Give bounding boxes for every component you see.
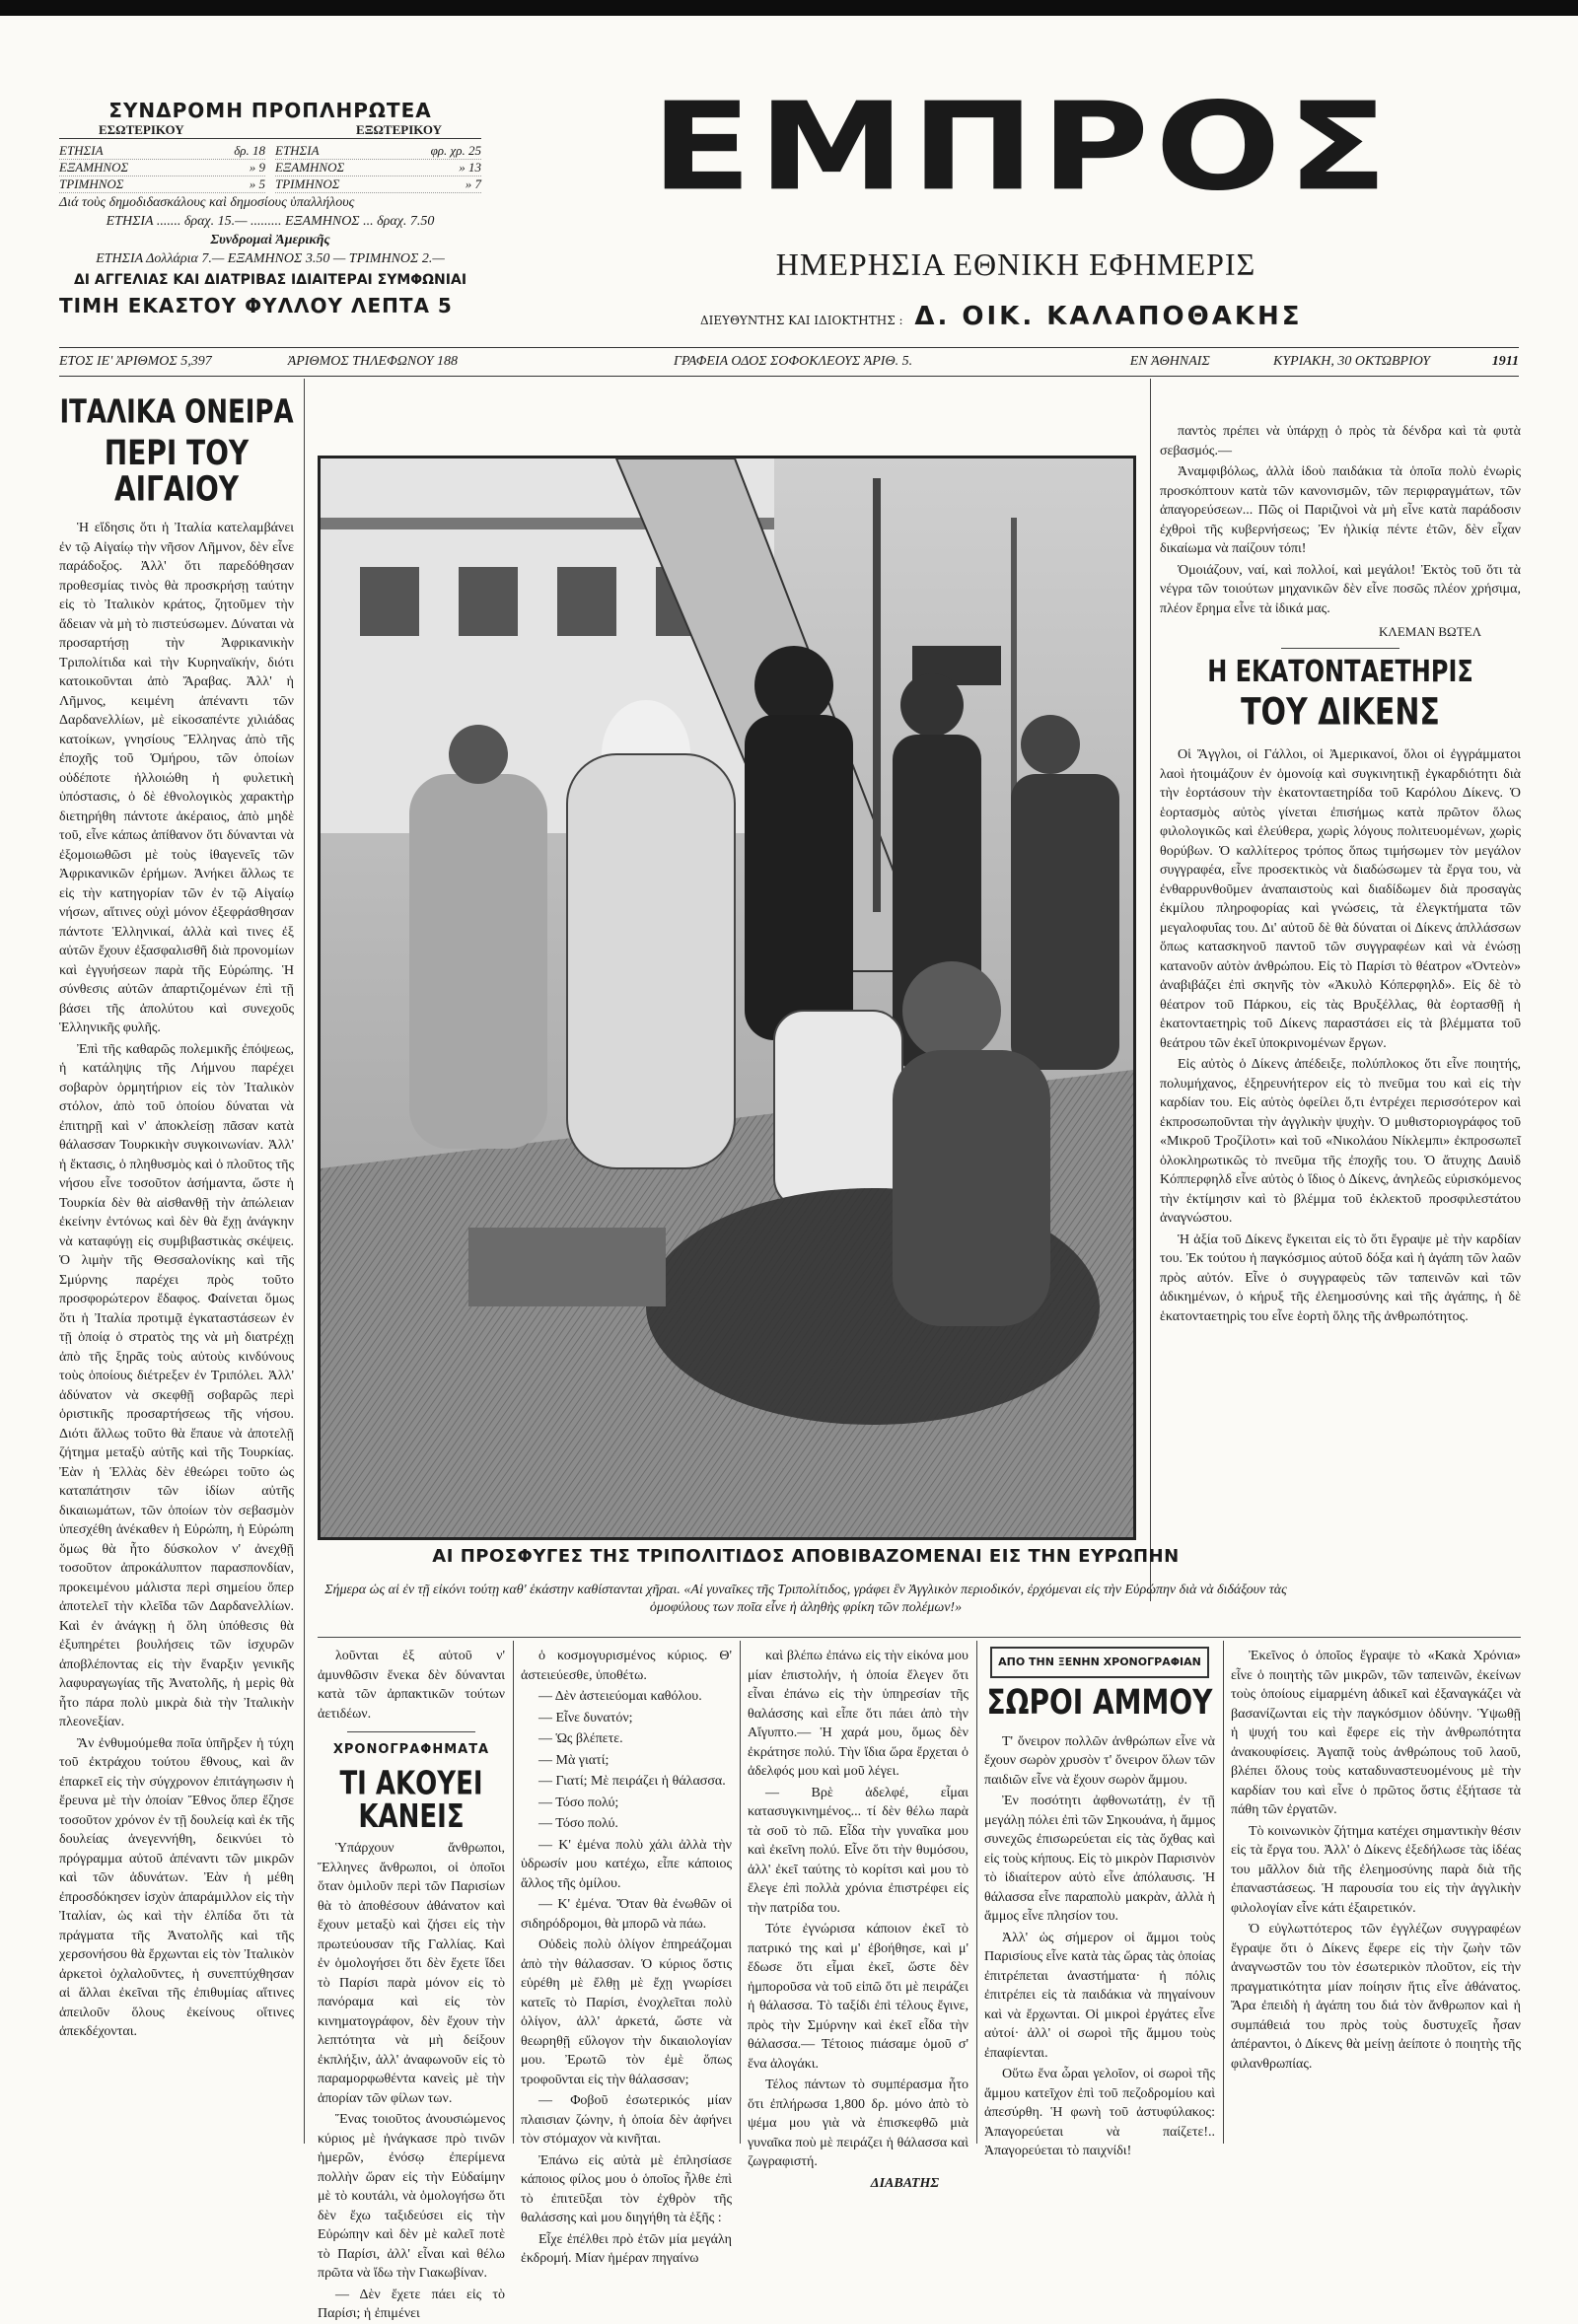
col-interior: ΕΣΩΤΕΡΙΚΟΥ bbox=[99, 122, 184, 137]
rate-value: » 5 bbox=[249, 176, 265, 191]
bottom-column-3 bbox=[748, 1647, 968, 2191]
director-line bbox=[700, 302, 1331, 331]
sand-paragraph: Ἐν ποσότητι ἀφθονωτάτῃ, ἐν τῇ μεγάλῃ πόλει ἐπὶ τῶν Σηκουάνα, ἡ ἄμμος συνεχῶς ἐπισωρεύεται εἰς τὰς ὄχθας καὶ εἰς τοὺς κήπους. Εἰς τὸ μικρὸν Παρισινὸν τὸ ἰδιαίτερον αὐτὸ εἶνε ἀπόλαυσις. Ἡ θάλασσα εἶνε παραπολὺ μακρὰν, ἀλλὰ ἡ ἄμμος εἶνε πλησίον του. bbox=[984, 1794, 1216, 1925]
dialogue-line: Εἶχε ἐπέλθει πρὸ ἐτῶν μία μεγάλη ἐκδρομή. Μίαν ἡμέραν πηγαίνω bbox=[521, 2231, 732, 2266]
right-paragraph: παντὸς πρέπει νὰ ὑπάρχῃ ὁ πρὸς τὰ δένδρα καὶ τὰ φυτὰ σεβασμός.— bbox=[1160, 424, 1521, 458]
left-paragraph: Ἂν ἐνθυμούμεθα ποῖα ὑπῆρξεν ἡ τύχη τοῦ ἐκτράχου τούτου ἔθνους, καὶ ἂν ἐπαρκεῖ εἰς τὴν σύγχρονον ἐπιτάγηωσιν ἡ ἔρευνα μὲ τὴν ὁποίαν Ἔθνος ὅπερ ἔζησε τοσοῦτον χρόνον ἐν τῇ δουλείᾳ καὶ ἐκ τῆς δουλείας ἀνεγεννήθη, δεικνύει τὸ πρόγραμμα αὐτοῦ ἀπέναντι τῶν μικρῶν καὶ τῶν ἀδυνάτων. Ἐὰν ἡ μέθη ἐπροσδόκησεν ἰσχὺν ἀπαράμιλλον εἰς τὴν Ἰταλίαν, ὡς καὶ τὴν ἐλπίδα ὅτι τὰ πράγματα τῆς Ἀνατολῆς καὶ τῆς χερσονήσου θὰ ἔρχωνται εἰς τὸν Ἰταλικὸν ἀρκετοὶ ὀχλαλοῦντες, ἡ συνεπτύχθησαν αἱ ἄλλαι ἐκεῖναι τῆς ἐπιθυμίας αἵτινες ἀπειλοῦν ὅλους ἐκείνους οἵτινες ἀπεκδέχονται. bbox=[59, 1735, 294, 2040]
column-rule bbox=[740, 1641, 741, 2144]
rate-value: » 7 bbox=[465, 176, 481, 191]
left-paragraph: Ἡ εἴδησις ὅτι ἡ Ἰταλία κατελαμβάνει ἐν τῷ Αἰγαίῳ τὴν νῆσον Λῆμνον, δὲν εἶνε παράδοξος. Ἀλλ' ὅτι παρεδόθησαν προθεσμίας τινὸς θὰ προσκρήσῃ ταύτην εἰς τὸ Ἰταλικὸν κράτος, ζητοῦμεν τὴν ἄδειαν νὰ μὴ τὸ πιστεύσωμεν. Δύναται νὰ προσαρτήσῃ τὴν Ἀφρικανικὴν Τριπολίτιδα καὶ τὴν Κυρηναϊκήν, διότι κατοικοῦνται ἀπὸ Ἄραβας. Ἀλλ' ἡ Λῆμνος, κειμένη ἀπέναντι τῶν Δαρδανελλίων, μὲ εἰκοσαπέντε χιλιάδας κατοίκων, γνησίους Ἕλληνας ἀπὸ τῆς ἐποχῆς τοῦ Ὁμήρου, τῶν ὁποίων οὐδέποτε ἠλλοιώθη ἡ φυλετικὴ ὑπόστασις, ὁ δὲ ἐθνολογικὸς χαρακτὴρ διετηρήθη πάντοτε ἀκέραιος, ἀπὸ μηδὲ τοῦ, εἶνε κάπως ἀπίθανον ὅτι δύνανται νὰ ἐξομοιωθῶσι μὲ τοὺς ἰθαγενεῖς τῶν Ἀφρικανικῶν ἐρήμων. Ἀνήκει ἄλλως τε εἰς τὴν κατηγορίαν τῶν ἐν τῷ Αἰγαίῳ νήσων, αἵτινες οὐχὶ μόνον ἐξεφράσθησαν πάντοτε Ἑλληνικαί, ἀλλὰ καὶ τινες ἐξ αὐτῶν ἔχουν ἐξασφαλισθῆ διὰ προνομίων καὶ ἐγγυήσεων παρὰ τῆς Εὐρώπης. Ἡ σύνθεσις αὐτῶν ἀπαρτιζομένων ἐπὶ τῇ βάσει τῆς ἀπολύτου καὶ συνεχοῦς Ἑλληνικῆς φυλῆς. bbox=[59, 521, 294, 1036]
chrono-paragraph: — Δὲν ἔχετε πάει εἰς τὸ Παρίσι; ἡ ἐπιμένει bbox=[318, 2287, 505, 2322]
office-address: ΓΡΑΦΕΙΑ ΟΔΟΣ ΣΟΦΟΚΛΕΟΥΣ ἈΡΙΘ. 5. bbox=[674, 354, 913, 369]
bottom-column-4 bbox=[984, 1647, 1216, 2159]
rate-label: ΤΡΙΜΗΝΟΣ bbox=[59, 176, 124, 191]
teachers-rates: ΕΤΗΣΙΑ ....... δραχ. 15.— ......... ΕΞΑΜΗΝΟΣ ... δραχ. 7.50 bbox=[106, 214, 435, 229]
right-column bbox=[1160, 422, 1521, 1601]
byline: ΚΛΕΜΑΝ ΒΩΤΕΛ bbox=[1379, 624, 1481, 639]
teachers-line: Διά τοὺς δημοδιδασκάλους καὶ δημοσίους ὑπαλλήλους bbox=[59, 195, 355, 210]
dialogue-line: — Τόσο πολύ. bbox=[538, 1816, 618, 1831]
rate-label: ΤΡΙΜΗΝΟΣ bbox=[275, 176, 340, 191]
rate-label: ΕΞΑΜΗΝΟΣ bbox=[59, 160, 129, 175]
sand-paragraph: Τ' ὄνειρον πολλῶν ἀνθρώπων εἶνε νὰ ἔχουν σωρὸν χρυσὸν τ' ὄνειρον ὅλων τῶν παιδιῶν εἶνε νὰ ἔχουν σωρὸν ἄμμου. bbox=[984, 1733, 1215, 1788]
sand-label: ΑΠΟ ΤΗΝ ΞΕΝΗΝ ΧΡΟΝΟΓΡΑΦΙΑΝ bbox=[990, 1647, 1209, 1678]
place: ΕΝ ἈΘΗΝΑΙΣ bbox=[1129, 354, 1210, 369]
director-label: ΔΙΕΥΘΥΝΤΗΣ ΚΑΙ ΙΔΙΟΚΤΗΤΗΣ : bbox=[700, 314, 903, 327]
bottom-column-1 bbox=[318, 1647, 505, 2322]
dickens-headline-1: Η ΕΚΑΤΟΝΤΑΕΤΗΡΙΣ bbox=[1207, 654, 1473, 688]
bottom-paragraph: — Βρὲ ἀδελφέ, εἶμαι κατασυγκινημένος... τί δὲν θέλω παρὰ τὰ σοῦ τὸ πῶ. Εἶδα τὴν γυναῖκα μου καὶ ἐκεῖνη πολύ. Εἶνε ὅτι τὴν θυμόσου, ἀλλ' ἐκεῖ ταύτης τὸ κορίτσι καὶ μου τὸ ἔλεγε ἐπὶ πολλὰ χρόνια ἐπιστρέφει εἰς τὴν πατρίδα του. bbox=[748, 1785, 968, 1916]
engraving-image bbox=[321, 458, 1133, 1537]
info-strip bbox=[59, 347, 1519, 377]
america-heading: Συνδρομαὶ Ἀμερικῆς bbox=[210, 233, 330, 247]
dialogue-line: — Γιατί; Μὲ πειράζει ἡ θάλασσα. bbox=[538, 1774, 726, 1789]
rate-value: δρ. 18 bbox=[234, 143, 265, 158]
divider bbox=[1281, 648, 1399, 649]
bottom-paragraph: λοῦνται ἐξ αὐτοῦ ν' ἀμυνθῶσιν ἕνεκα δὲν δύνανται κατὰ τῶν ἀρπακτικῶν τούτων ἀετιδέων. bbox=[318, 1649, 505, 1722]
america-rates: ΕΤΗΣΙΑ Δολλάρια 7.— ΕΞΑΜΗΝΟΣ 3.50 — ΤΡΙΜΗΝΟΣ 2.— bbox=[96, 251, 445, 266]
dialogue-line: — Φοβοῦ ἐσωτερικός μίαν πλαισιαν ζώνην, ἡ ὁποία δὲν ἀφήνει τὸν στόμαχον νὰ κινῆται. bbox=[521, 2093, 732, 2147]
bottom-column-2 bbox=[521, 1647, 732, 2266]
rate-label: ΕΞΑΜΗΝΟΣ bbox=[275, 160, 345, 175]
rate-value: » 9 bbox=[249, 160, 265, 175]
newspaper-subtitle: ΗΜΕΡΗΣΙΑ ΕΘΝΙΚΗ ΕΦΗΜΕΡΙΣ bbox=[775, 246, 1256, 282]
dialogue-line: — Μὰ γιατί; bbox=[538, 1752, 610, 1768]
chrono-label: ΧΡΟΝΟΓΡΑΦΗΜΑΤΑ bbox=[332, 1742, 490, 1757]
dialogue-line: — Κ' ἐμένα. Ὅταν θὰ ἐνωθῶν οἱ σιδηρόδρομοι, θὰ μπορῶ νὰ πάω. bbox=[521, 1897, 732, 1932]
right-paragraph: Ἀναμφιβόλως, ἀλλὰ ἰδοὺ παιδάκια τὰ ὁποῖα πολὺ ἐνωρὶς προσκόπτουν κατὰ τῶν κανονισμῶν, τῶν περιφραγμάτων, τῶν ἀπαγορεύσεων... Πῶς οἱ Παριζινοὶ νὰ μὴ εἶνε κατὰ παράδοσιν ἐχθροὶ τῆς κυβερνήσεως; Ἐν ἡλικίᾳ πέντε ἐτῶν, δὲν εἶχαν δικαίωμα νὰ παίζουν τόπι! bbox=[1160, 464, 1521, 556]
bottom-paragraph: Ἐκεῖνος ὁ ὁποῖος ἔγραψε τὸ «Κακὰ Χρόνια» εἶνε ὁ ποιητὴς τῶν μικρῶν, τῶν ταπεινῶν, ἐκείνων τοὺς ὁποίους εἰμαρμένη ἀδικεῖ καὶ ἐξαναγκάζει νὰ βασανίζωνται εἰς τὴν παγκόσμιον ὀδύνην. Ὑψωθῇ ἡ ψυχή του καὶ ἔφερε εἰς τὴν ἀνθρωπότητα ἀνακουφίσεις. Ἀγαπᾷ τοὺς ἀνθρώπους τοῦ λαοῦ, βλέπει ὅλους τοὺς καταδυναστευομένους μὲ τὴν καρδίαν του καὶ εἶνε ὁ πρῶτος ὅστις ἐξήτασε τὰ πάθη τῶν ἐργατῶν. bbox=[1231, 1649, 1521, 1817]
newspaper-title: ΕΜΠΡΟΣ bbox=[651, 77, 1395, 218]
bottom-paragraph: καὶ βλέπω ἐπάνω εἰς τὴν εἰκόνα μου μίαν ἐπιστολήν, ἡ ὁποία ἔλεγεν ὅτι εἶναι ἐπάνω εἰς τὴν ὑπηρεσίαν τῆς θαλάσσης καὶ εἶπε ὅτι πάει ἀπὸ τὴν Αἴγυπτο.— Ἡ χαρά μου, ὅμως δὲν ἐκράτησε πολύ. Τὴν ἴδια ὥρα ἔρχεται ὁ ἀδελφός μου καὶ μοῦ λέγει. bbox=[748, 1649, 968, 1779]
divider bbox=[347, 1731, 475, 1732]
exterior-rates bbox=[275, 143, 481, 193]
rate-label: ΕΤΗΣΙΑ bbox=[275, 143, 320, 158]
col-exterior: ΕΞΩΤΕΡΙΚΟΥ bbox=[356, 122, 442, 137]
column-rule bbox=[976, 1641, 977, 2144]
rate-value: φρ. χρ. 25 bbox=[430, 143, 481, 158]
subscription-box bbox=[59, 99, 481, 317]
byline: ΔΙΑΒΑΤΗΣ bbox=[870, 2175, 939, 2191]
dialogue-line: — Ὡς βλέπετε. bbox=[538, 1731, 623, 1746]
dialogue-line: Ἐπάνω εἰς αὐτὰ μὲ ἐπλησίασε κάποιος φίλος μου ὁ ὁποῖος ἦλθε ἐπὶ τὸ ἐπιτεῦξαι τὸν ἐχθρὸν τῆς θαλάσσης καὶ μου διηγήθη τὰ ἑξῆς : bbox=[521, 2152, 732, 2225]
illustration-caption: ΑΙ ΠΡΟΣΦΥΓΕΣ ΤΗΣ ΤΡΙΠΟΛΙΤΙΔΟΣ ΑΠΟΒΙΒΑΖΟΜΕΝΑΙ ΕΙΣ ΤΗΝ ΕΥΡΩΠΗΝ bbox=[432, 1546, 1180, 1567]
dialogue-line: — Δὲν ἀστειεύομαι καθόλου. bbox=[538, 1689, 702, 1704]
chrono-paragraph: Ἕνας τοιοῦτος ἀνουσιώμενος κύριος μὲ ἠνάγκασε πρὸ τινῶν ἡμερῶν, ἐνόσῳ ἐπερίμενα πολλὴν ὥραν εἰς τὴν Εὐδαίμην μὲ τὸ κουτάλι, νὰ ὁμολογήσω ὅτι δὲν ἔχω ταξιδεύσει εἰς τὴν Εὐρώπην καὶ δὲν μὲ καλεῖ ποτὲ τὸ Παρίσι, ἀλλ' εἶναι καὶ θέλω πρῶτα νὰ ἴδω τὴν Γιακωβίναν. bbox=[318, 2112, 505, 2282]
sand-paragraph: Ἀλλ' ὡς σήμερον οἱ ἄμμοι τοὺς Παρισίους εἶνε κατὰ τὰς ὥρας τὰς ὁποίας ἐπιτρέπεται ἀναστήματα· ἡ πόλις ἐπιτρέπει εἰς τὰ παιδάκια νὰ πηγαίνουν καὶ νὰ ἔρχωνται. Οἱ μικροὶ ἐργάτες εἶνε αὐτοί· ἀλλ' οἱ σωροὶ τῆς ἄμμου τοὺς ἐπαφίενται. bbox=[984, 1930, 1215, 2061]
director-name: Δ. ΟΙΚ. ΚΑΛΑΠΟΘΑΚΗΣ bbox=[914, 302, 1303, 331]
rate-label: ΕΤΗΣΙΑ bbox=[59, 143, 104, 158]
dickens-paragraph: Εἰς αὐτὸς ὁ Δίκενς ἀπέδειξε, πολύπλοκος ὅτι εἶνε ποιητής, πολυμήχανος, ἐξηρευνήτερον εἰς τὸ πνεῦμα του καὶ εἰς τὴν καρδίαν του. Εἰς αὐτὸς ὀφείλει ὅ,τι ἐντρέχει περισσότερον καὶ ἐκπροσωποῦνται τὴν ἀγγλικὴν ψυχὴν. Ὁ μυθιστοριογράφος τοῦ «Μικροῦ Τροζίλοτι» καὶ τοῦ «Νικολάου Νίκλεμπι» ἐκπροσωπεῖ ὁλοκληρωτικῶς τὸ πνεῦμα τῆς ἐποχῆς του. Ὁ ἄτυχης Δαυὶδ Κόππερφηλδ εἶνε αὐτὸς ὁ ἴδιος ὁ Δίκενς, ἀνηλεῶς εὑρισκόμενος τὴν ἐκτίμησιν καὶ τὸ βλέμμα τοῦ ἐκλεκτοῦ προσφιλεστάτου ἀναγνώστου. bbox=[1160, 1057, 1521, 1227]
dialogue-line: Οὐδεὶς πολὺ ὀλίγον ἐπηρεάζομαι ἀπὸ τὴν θάλασσαν. Ὁ κύριος ὅστις εὑρέθη μὲ ἔλθῃ μὲ ἔχῃ γνωρίσει κατεῖς τὸ Παρίσι, ἐνοχλεῖται πολὺ ὀλίγον, ἀλλ' ἀρκετά, ὥστε νὰ θεωρηθῇ εὔλογον τὴν δικαιολογίαν μου. Ἐρωτῶ τὸν ἐμὲ ὅπως τροφοῦνται εἰς τὴν θάλασσαν; bbox=[521, 1937, 732, 2087]
rate-value: » 13 bbox=[459, 160, 481, 175]
dickens-paragraph: Οἱ Ἄγγλοι, οἱ Γάλλοι, οἱ Ἀμερικανοί, ὅλοι οἱ ἐγγράμματοι λαοὶ ἡτοιμάζουν ἐν ὁμονοίᾳ καὶ συγκινητικῇ ἐγκαρδιότητι διὰ τὴν ἑορτάσουν τὴν ἑκατονταετηρίδα τοῦ Καρόλου Δίκενς. Ὁ ἑορτασμὸς αὐτὸς γίνεται ἐπισήμως κατὰ πρῶτον ὅλως φιλολογικῶς καὶ ἐλεύθερα, χωρὶς λόγους πολιτευομένων, χωρὶς θορύβων. Ὁ καλλίτερος τρόπος ὅπως τιμήσωμεν τὸν μεγάλον συγγραφέα, εἶνε προσεκτικὸς νὰ διαδώσωμεν τὰ ἔργα του, νὰ ἐνθαρρυνθοῦμεν ἀναπαιστοὺς καὶ διαδίδωμεν διὰ προσαγὰς ἐκμίλου πληροφορίας καὶ γνώσεις, τὰ ἐλεγκτήματα τῶν μεγαλοφυΐας του. Δι' αὐτοῦ δὲ θὰ δύναται οἱ Δίκενς ἀπλλάσσων ὅπως κατασκηνοῦ παντοῦ τῶν συγγραφέων καὶ νὰ ἐνώσῃ κατανοῦν αὐτὸν ἀνθρώπου. Εἰς τὸ Παρίσι τὸ θέατρον «Ὀντεὸν» ἀναβιβάζει ἐπὶ σκηνῆς τὸν «Ἀκυλὸ Κόπερφηλδ». Εἰς δὲ τὸ θέατρον τοῦ Πάρκου, εἰς τὰς Βρυξέλλας, θὰ ἑορτασθῇ ἡ ἑκατονταετηρὶς τοῦ Δίκενς παραστάσει εἰς τὰ βλέμματα τοῦ θεάτρου τῶν ἐκεῖ ὑποκρινομένων ἔργων. bbox=[1160, 747, 1521, 1051]
illustration-subcaption: Σήμερα ὡς αἱ ἐν τῇ εἰκόνι τούτῃ καθ' ἑκάστην καθίστανται χῆραι. «Αἱ γυναῖκες τῆς Τριπολίτιδος, γράφει ἓν Ἀγγλικὸν περιοδικόν, ἐρχόμεναι εἰς τὴν Εὐρώπην διὰ νὰ διδάξουν τὰς ὁμοφύλους των ποῖα εἶνε ἡ ἀληθὴς φρίκη τῶν πολέμων!» bbox=[324, 1583, 1287, 1615]
right-paragraph: Ὁμοιάζουν, ναί, καὶ πολλοί, καὶ μεγάλοι! Ἐκτὸς τοῦ ὅτι τὰ νέγρα τῶν τοιούτων μηχανικῶν δὲν εἶνε ποσῶς πλέον χρήσιμα, πλέον ἔρημα εἶνε τὰ ἰδικά μας. bbox=[1160, 562, 1521, 616]
bottom-paragraph: Τὸ κοινωνικὸν ζήτημα κατέχει σημαντικὴν θέσιν εἰς τὰ ἔργα του. Ἀλλ' ὁ Δίκενς ἐξεδήλωσε τὰς ἰδέας του μᾶλλον διὰ τῆς ἐλεημοσύνης παρὰ διὰ τῆς ἐπαναστάσεως. Ἡ παρουσία του εἰς τὴν ἀγγλικὴν φιλολογίαν εἶνε κάτι ἐξαιρετικόν. bbox=[1231, 1823, 1521, 1916]
bottom-paragraph: Τότε ἐγνώρισα κάποιον ἐκεῖ τὸ πατρικό της καὶ μ' ἐβοήθησε, καὶ μ' ἔδωσε ὅτι εἶμαι ἐκεῖ, ὥστε δὲν ἠμποροῦσα νὰ τοῦ εἰπῶ ὅτι μὲ πειράζει ἡ θάλασσα. Τὸ ταξίδι ἐπὶ τέλους ἔγινε, πρὸς τὴν Σμύρνην καὶ ἐκεῖ εἶδα τὴν θάλασσα.— Τέτοιος πιάσαμε ὁμοῦ σ' ἕνα ἀλογάκι. bbox=[748, 1922, 968, 2072]
dialogue-line: — Εἶνε δυνατόν; bbox=[538, 1710, 633, 1725]
bottom-paragraph: Ὁ εὐγλωττότερος τῶν ἐγγλέζων συγγραφέων ἔγραψε ὅτι ὁ Δίκενς ἔφερε εἰς τὴν ζωὴν τῶν ἀναγνωστῶν του τὸν ἐσωτερικὸν πλοῦτον, εἰς τὴν πραγματικότητα μίαν ποίησιν ἥτις εἶνε ἀθάνατος. Ἄρα ἐπειδὴ ἡ ἀγάπη του διά τὸν ἄνθρωπον καὶ ἡ συμπάθειά του πρὸς τοὺς δυστυχεῖς ἦσαν ἀπέραντοι, ὁ Δίκενς θὰ μείνῃ ἀείποτε ὁ ποιητὴς τῆς φιλανθρωπίας. bbox=[1231, 1922, 1521, 2072]
section-rule bbox=[318, 1637, 1521, 1638]
sand-paragraph: Οὕτω ἔνα ὧραι γελοῖον, οἱ σωροὶ τῆς ἄμμου κατεῖχον ἐπὶ τοῦ πεζοδρομίου καὶ ἀπεσύρθη. Ἡ φωνὴ τοῦ ἀστυφύλακος: Ἀπαγορεύεται νὰ παίζετε!.. Ἀπαγορεύεται τὸ παιχνίδι! bbox=[984, 2067, 1215, 2159]
left-headline-2: ΠΕΡΙ ΤΟΥ ΑΙΓΑΙΟΥ bbox=[104, 432, 250, 510]
dickens-paragraph: Ἡ ἀξία τοῦ Δίκενς ἔγκειται εἰς τὸ ὅτι ἔγραψε μὲ τὴν καρδίαν του. Ἐκ τούτου ἡ παγκόσμιος αὐτοῦ δόξα καὶ ἡ ἀγάπη τῶν λαῶν πρὸς αὐτόν. Εἶνε ὁ συγγραφεὺς τῶν ταπεινῶν καὶ τῶν ἀδικημένων, ὁ κήρυξ τῆς ἐλεημοσύνης καὶ τῆς ἀγάπης, ἡ δὲ ἑκατονταετηρὶς του εἶνε ἑορτὴ ὅλης τῆς ἀνθρωπότητος. bbox=[1160, 1232, 1521, 1324]
top-black-bar bbox=[0, 0, 1578, 16]
bottom-paragraph: Τέλος πάντων τὸ συμπέρασμα ἦτο ὅτι ἐπλήρωσα 1,800 δρ. μόνο ἀπὸ τὸ ψέμα μου γιὰ νὰ ἐπισκεφθῶ μιὰ γυναῖκα ποὺ μὲ πειράζει ἡ θάλασσα καὶ ζωγραφιστή. bbox=[748, 2078, 968, 2169]
bottom-column-5 bbox=[1231, 1647, 1521, 2140]
chrono-paragraph: Ὑπάρχουν ἄνθρωποι, Ἕλληνες ἄνθρωποι, οἱ ὁποῖοι ὅταν ὁμιλοῦν περὶ τῶν Παρισίων θὰ τὸ ἀποθέσουν ἀθάνατον καὶ ἔχουν μεταξὺ καὶ ζήσει εἰς τὴν πρωτεύουσαν τῆς Γαλλίας. Καὶ ἐν ὁμολογήσει ὅτι δὲν ἔχετε ἴδει τὸ Παρίσι παρὰ μόνον εἰς τὸ πανόραμα καὶ εἰς τὸν κινηματογράφον, δὲν ἔχουν τὴν λεπτότητα νὰ μὴ δείξουν ἐκπλήξιν, ἀλλ' ἀναφωνοῦν εἰς τὸ παραμορφωθέντα κανεὶς μὲ τὴν ἀπορίαν τῶν φίλων των. bbox=[318, 1841, 505, 2106]
column-rule bbox=[304, 379, 305, 2144]
dialogue-line: — Κ' ἐμένα πολὺ χάλι ἀλλὰ τὴν ὑδρωσίν μου κατέχω, εἶπε κάποιος ἄλλος τῆς ὁμίλου. bbox=[521, 1837, 732, 1891]
dialogue-line: ὁ κοσμογυρισμένος κύριος. Θ' ἀστειεύεσθε, ὑποθέτω. bbox=[521, 1649, 732, 1683]
subscription-heading: ΣΥΝΔΡΟΜΗ ΠΡΟΠΛΗΡΩΤΕΑ bbox=[108, 99, 432, 122]
issue-year: 1911 bbox=[1491, 354, 1519, 369]
left-article bbox=[59, 392, 294, 2148]
issue-date: ΚΥΡΙΑΚΗ, 30 ΟΚΤΩΒΡΙΟΥ bbox=[1273, 354, 1431, 369]
advertising-note: ΔΙ ΑΓΓΕΛΙΑΣ ΚΑΙ ΔΙΑΤΡΙΒΑΣ ΙΔΙΑΙΤΕΡΑΙ ΣΥΜΦΩΝΙΑΙ bbox=[73, 272, 467, 288]
chrono-title: ΤΙ ΑΚΟΥΕΙ ΚΑΝΕΙΣ bbox=[339, 1765, 483, 1836]
interior-rates bbox=[59, 143, 265, 193]
sand-title: ΣΩΡΟΙ ΑΜΜΟΥ bbox=[986, 1681, 1213, 1723]
column-rule bbox=[1223, 1641, 1224, 2144]
dialogue-line: — Τόσο πολύ; bbox=[538, 1795, 619, 1810]
issue-price: ΤΙΜΗ ΕΚΑΣΤΟΥ ΦΥΛΛΟΥ ΛΕΠΤΑ 5 bbox=[59, 294, 453, 317]
column-rule bbox=[513, 1641, 514, 2144]
refugee-illustration bbox=[318, 456, 1136, 1540]
dickens-headline-2: ΤΟΥ ΔΙΚΕΝΣ bbox=[1241, 690, 1440, 734]
phone-number: ἈΡΙΘΜΟΣ ΤΗΛΕΦΩΝΟΥ 188 bbox=[287, 354, 459, 369]
issue-number: ΕΤΟΣ ΙΕ' ἈΡΙΘΜΟΣ 5,397 bbox=[59, 354, 212, 369]
column-rule bbox=[1150, 379, 1151, 1601]
left-headline-1: ΙΤΑΛΙΚΑ ΟΝΕΙΡΑ bbox=[59, 393, 294, 431]
left-paragraph: Ἐπὶ τῆς καθαρῶς πολεμικῆς ἐπόψεως, ἡ κατάληψις τῆς Λήμνου παρέχει σοβαρὸν ὁρμητήριον εἰς τὸν Ἰταλικὸν στόλον, ἀπὸ τοῦ ὁποίου δύναται νὰ ἐπιτηρῇ καὶ ν' ἀποκλείσῃ πᾶσαν κατὰ θάλασσαν Τουρκικὴν συγκοινωνίαν. Ἀλλ' ἡ ἔκτασις, ὁ πληθυσμὸς καὶ ὁ πλοῦτος τῆς νήσου εἶνε τοσοῦτον ἀσήμαντα, ὥστε ἡ Τουρκία δὲν θὰ αἰσθανθῇ τὴν ἀπώλειαν ἐκείνην ἐντόνως καὶ δὲν θὰ ἔχῃ ἀνάγκην νὰ καταφύγῃ εἰς συμβιβαστικὰς σκέψεις. Ὁ λιμὴν τῆς Θεσσαλονίκης καὶ τῆς Σμύρνης παρέχει πρὸς τοῦτο προσφορώτερον ἔδαφος. Φαίνεται ὅμως ὅτι ἡ Ἰταλία προτιμᾷ ἐγκαταστάσεων ἐν τῇ ὁποίᾳ ὁ στρατὸς της νὰ μὴ διατρέχῃ ἀπὸ τῆς ξηρᾶς τοὺς αὐτοὺς κινδύνους τοὺς ὁποίους διέτρεξεν ἐν Τριπόλει. Ἀλλ' ἀδύνατον νὰ σκεφθῇ σοβαρῶς περὶ ὁριστικῆς προσαρτήσεως τῆς νήσου. Διότι ἄλλως τοῦτο θὰ ἔπαυε νὰ ἀποτελῇ ζήτημα μεταξὺ αὐτῆς καὶ τῆς Τουρκίας. Ἐὰν ἡ Ἑλλὰς δὲν ἐθεώρει τοῦτο ὡς καταπάτησιν τῶν ἰδίων αὐτῆς δικαιωμάτων, τῶν ὁποίων τὸν σεβασμὸν ὑπεσχέθη ἀνέκαθεν ἡ Εὐρώπη, ἡ Εὐρώπη ὅμως θὰ ἦτο δύσκολον ν' ἀνεχθῇ τοσοῦτον ἀπροκάλυπτον παρασπονδίαν, προκειμένου μάλιστα περὶ σημείου ὅπερ ἀποτελεῖ τὴν κλεῖδα τῶν Δαρδανελλίων. Καὶ ἐν ἀνάγκῃ ἡ ὅλη ὑπόθεσις θὰ ἐξυπηρέτει βουλήσεις τῶν ἰσχυρῶν ἀποβλέποντας εἰς τὴν ἔναρξιν γενικῆς λαφυραγωγίας τῆς Ἀνατολῆς, ἡ μερὶς θὰ ἦτο πάρα πολὺ μικρὰ διὰ τὴν Ἰταλικὴν πλεονεξίαν. bbox=[59, 1041, 294, 1730]
